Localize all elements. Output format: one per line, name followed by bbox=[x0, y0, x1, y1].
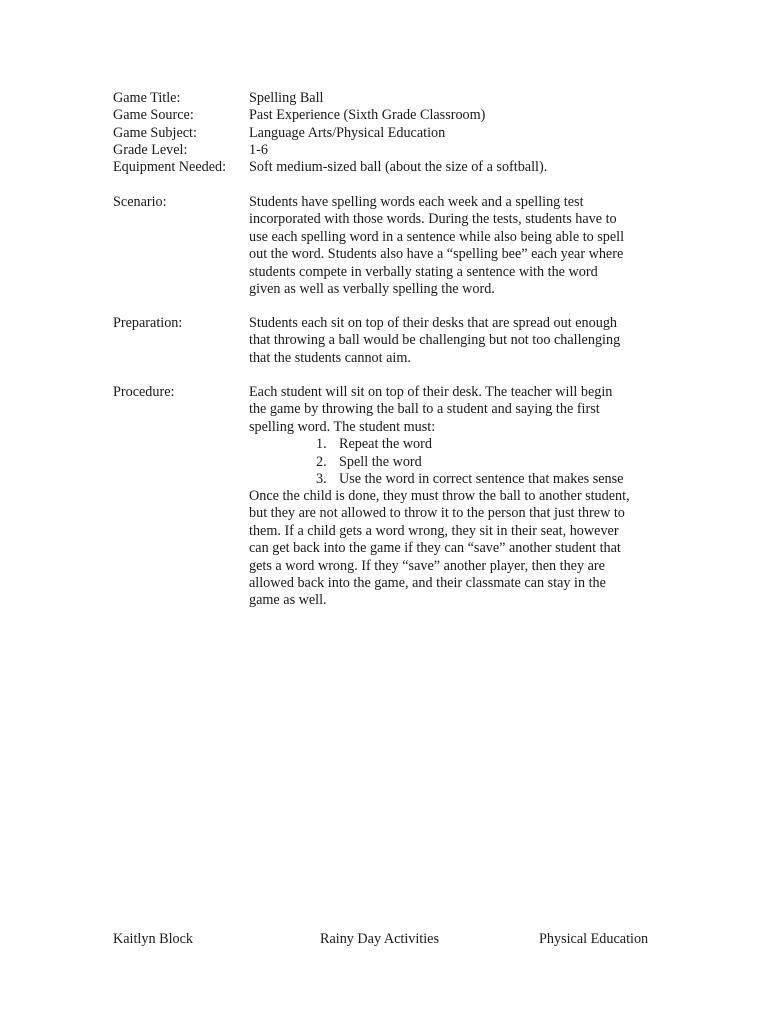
step-number: 2. bbox=[316, 454, 327, 470]
preparation-text bbox=[249, 315, 669, 367]
equipment-value: Soft medium-sized ball (about the size of a softball). bbox=[249, 159, 548, 175]
equipment-label: Equipment Needed: bbox=[113, 159, 227, 175]
procedure-line: Once the child is done, they must throw the ball to another student, bbox=[249, 488, 630, 504]
procedure-outro bbox=[249, 488, 669, 610]
procedure-intro bbox=[249, 384, 669, 436]
scenario-text bbox=[249, 194, 669, 298]
game-source-label: Game Source: bbox=[113, 107, 194, 123]
game-subject-label: Game Subject: bbox=[113, 125, 197, 141]
preparation-label: Preparation: bbox=[113, 315, 183, 331]
game-subject-value: Language Arts/Physical Education bbox=[249, 125, 446, 141]
footer-author: Kaitlyn Block bbox=[113, 931, 193, 947]
scenario-label: Scenario: bbox=[113, 194, 167, 210]
step-text: Use the word in correct sentence that makes sense bbox=[339, 471, 624, 487]
procedure-line: them. If a child gets a word wrong, they sit in their seat, however bbox=[249, 522, 619, 539]
scenario-line: use each spelling word in a sentence while also being able to spell bbox=[249, 228, 625, 245]
scenario-line: Students have spelling words each week and a spelling test bbox=[249, 194, 584, 210]
preparation-line: Students each sit on top of their desks that are spread out enough bbox=[249, 315, 618, 331]
procedure-line: gets a word wrong. If they “save” another player, then they are bbox=[249, 557, 605, 574]
procedure-line: spelling word. The student must: bbox=[249, 418, 436, 435]
grade-level-value: 1-6 bbox=[249, 142, 268, 158]
procedure-line: the game by throwing the ball to a student and saying the first bbox=[249, 401, 600, 418]
procedure-line: allowed back into the game, and their classmate can stay in the bbox=[249, 575, 606, 592]
game-title-label: Game Title: bbox=[113, 90, 181, 106]
step-text: Repeat the word bbox=[339, 436, 432, 452]
procedure-line: Each student will sit on top of their desk. The teacher will begin bbox=[249, 384, 613, 400]
step-number: 1. bbox=[316, 436, 327, 452]
procedure-line: but they are not allowed to throw it to the person that just threw to bbox=[249, 505, 625, 522]
scenario-line: given as well as verbally spelling the word. bbox=[249, 281, 495, 298]
procedure-label: Procedure: bbox=[113, 384, 175, 400]
step-number: 3. bbox=[316, 471, 327, 487]
grade-level-label: Grade Level: bbox=[113, 142, 188, 158]
footer-category: Rainy Day Activities bbox=[320, 931, 439, 947]
scenario-line: students compete in verbally stating a sentence with the word bbox=[249, 263, 598, 280]
step-text: Spell the word bbox=[339, 454, 422, 470]
preparation-line: that throwing a ball would be challenging but not too challenging bbox=[249, 332, 621, 349]
game-source-value: Past Experience (Sixth Grade Classroom) bbox=[249, 107, 486, 123]
procedure-line: game as well. bbox=[249, 592, 327, 609]
preparation-line: that the students cannot aim. bbox=[249, 349, 411, 366]
procedure-line: can get back into the game if they can “save” another student that bbox=[249, 540, 621, 557]
scenario-line: out the word. Students also have a “spelling bee” each year where bbox=[249, 246, 624, 263]
footer-subject: Physical Education bbox=[539, 931, 649, 947]
scenario-line: incorporated with those words. During the tests, students have to bbox=[249, 211, 617, 228]
game-title-value: Spelling Ball bbox=[249, 90, 324, 106]
